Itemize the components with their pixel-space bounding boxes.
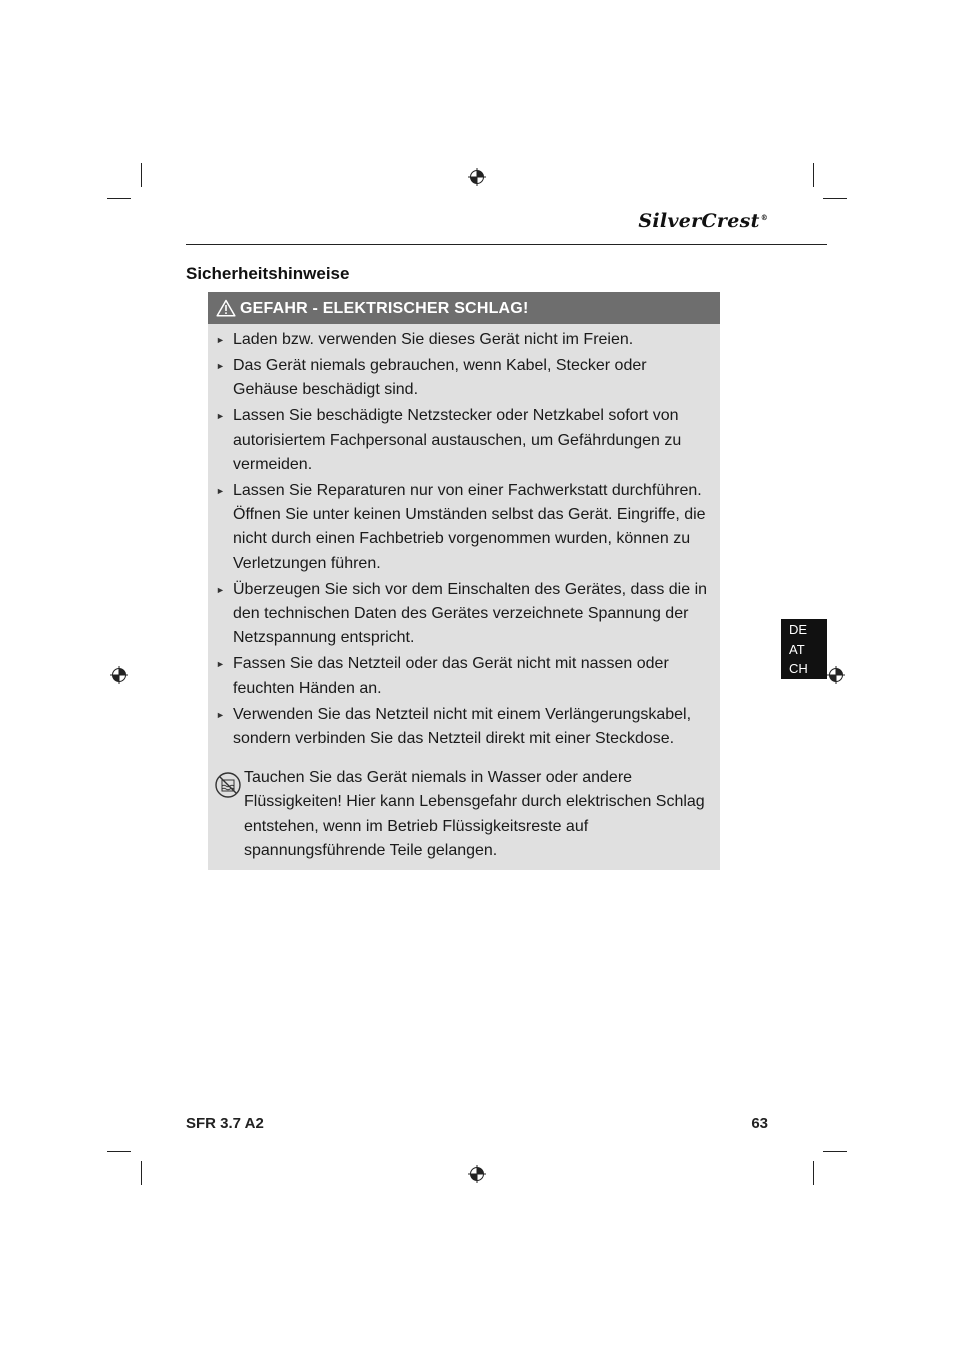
warning-box	[208, 292, 720, 870]
list-item	[208, 578, 720, 651]
registered-mark: ®	[760, 213, 768, 222]
list-item	[208, 404, 720, 477]
crop-mark	[813, 1161, 814, 1185]
brand-logo	[600, 210, 768, 240]
language-tab	[781, 619, 827, 679]
bullet-arrow-icon: ►	[216, 335, 225, 345]
list-item	[208, 652, 720, 701]
list-item-text: Überzeugen Sie sich vor dem Einschalten des Gerätes, dass die in den technischen Daten des Gerätes verzeichnete Spannung der Netzspannung entspricht.	[233, 580, 708, 647]
warning-triangle-icon	[216, 299, 236, 317]
footer-model-number: SFR 3.7 A2	[186, 1115, 264, 1132]
warning-header	[208, 292, 720, 324]
list-item-text: Lassen Sie Reparaturen nur von einer Fachwerkstatt durchführen. Öffnen Sie unter keinen Umständen selbst das Gerät. Eingriffe, die nicht durch einen Fachbetrieb vorgenommen wurden, können zu Verletzungen führen.	[233, 481, 706, 572]
registration-mark-icon	[468, 1165, 486, 1183]
section-title: Sicherheitshinweise	[186, 264, 350, 283]
crop-mark	[813, 163, 814, 187]
list-item	[208, 479, 720, 576]
crop-mark	[107, 198, 131, 199]
list-item-text: Verwenden Sie das Netzteil nicht mit einem Verlängerungskabel, sondern verbinden Sie das Netzteil direkt mit einer Steckdose.	[233, 705, 692, 747]
warning-title: GEFAHR - ELEKTRISCHER SCHLAG!	[240, 300, 529, 317]
list-item	[208, 328, 720, 352]
crop-mark	[823, 198, 847, 199]
bullet-arrow-icon: ►	[216, 584, 225, 595]
language-code: CH	[789, 661, 808, 676]
list-item	[208, 354, 720, 403]
list-item	[208, 703, 720, 752]
bullet-arrow-icon: ►	[216, 411, 225, 422]
registration-mark-icon	[110, 666, 128, 684]
list-item-text: Lassen Sie beschädigte Netzstecker oder Netzkabel sofort von autorisiertem Fachpersonal austauschen, um Gefährdungen zu vermeiden.	[233, 407, 682, 473]
language-code: AT	[789, 641, 805, 657]
page-number: 63	[751, 1115, 768, 1132]
list-item-text: Laden bzw. verwenden Sie dieses Gerät nicht im Freien.	[233, 331, 634, 348]
bullet-arrow-icon: ►	[216, 360, 225, 371]
crop-mark	[823, 1151, 847, 1152]
bullet-arrow-icon: ►	[216, 659, 225, 670]
registration-mark-icon	[468, 168, 486, 186]
crop-mark	[141, 163, 142, 187]
warning-list	[208, 328, 720, 753]
list-item-text: Fassen Sie das Netzteil oder das Gerät nicht mit nassen oder feuchten Händen an.	[233, 655, 669, 697]
no-water-immersion-icon	[214, 771, 242, 799]
water-warning-text: Tauchen Sie das Gerät niemals in Wasser oder andere Flüssigkeiten! Hier kann Lebensgefahr durch elektrischen Schlag entstehen, wenn im Betrieb Flüssigkeitsreste auf spannungsführende Teile gelangen.	[244, 769, 705, 859]
crop-mark	[141, 1161, 142, 1185]
bullet-arrow-icon: ►	[216, 709, 225, 720]
list-item-text: Das Gerät niemals gebrauchen, wenn Kabel, Stecker oder Gehäuse beschädigt sind.	[233, 356, 647, 399]
header-divider	[186, 244, 827, 245]
bullet-arrow-icon: ►	[216, 485, 225, 496]
brand-name: SilverCrest	[638, 210, 760, 232]
registration-mark-icon	[827, 666, 845, 684]
crop-mark	[107, 1151, 131, 1152]
language-code: DE	[789, 622, 808, 637]
